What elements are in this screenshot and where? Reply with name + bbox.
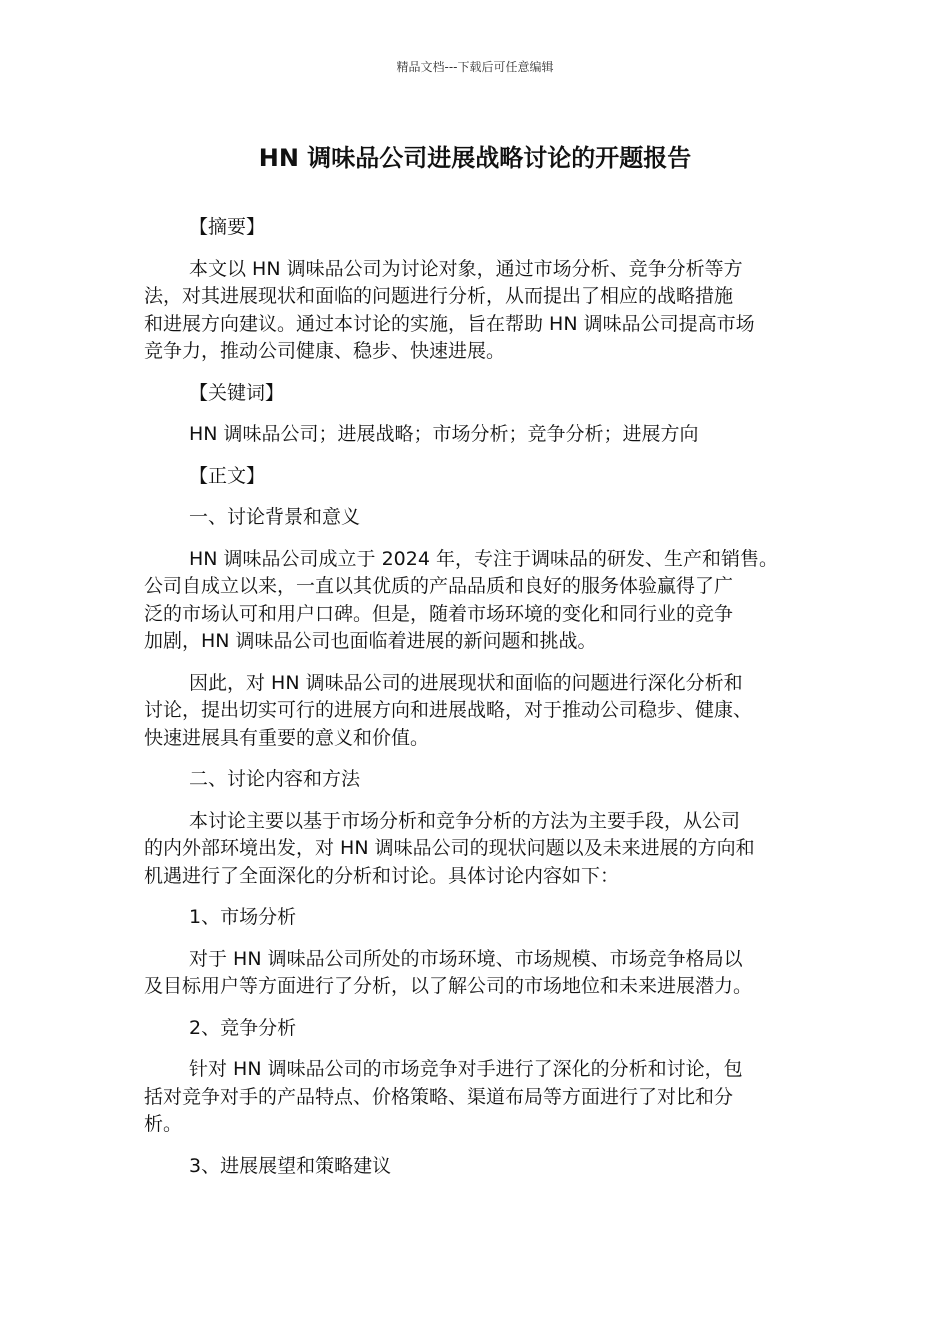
paragraph-line: 和进展方向建议。通过本讨论的实施，旨在帮助 HN 调味品公司提高市场 — [144, 312, 755, 335]
paragraph-line: 括对竞争对手的产品特点、价格策略、渠道布局等方面进行了对比和分 — [144, 1085, 734, 1108]
item1-heading: 1、市场分析 — [189, 906, 297, 928]
paragraph-line: 针对 HN 调味品公司的市场竞争对手进行了深化的分析和讨论，包 — [189, 1058, 743, 1080]
paragraph-line: 加剧，HN 调味品公司也面临着进展的新问题和挑战。 — [144, 630, 597, 652]
abstract-heading: 【摘要】 — [189, 216, 266, 238]
item3-heading: 3、进展展望和策略建议 — [189, 1154, 392, 1177]
paragraph-line: 法，对其进展现状和面临的问题进行分析，从而提出了相应的战略措施 — [144, 285, 734, 307]
paragraph-line: 对于 HN 调味品公司所处的市场环境、市场规模、市场竞争格局以 — [189, 947, 743, 970]
paragraph-line: 机遇进行了全面深化的分析和讨论。具体讨论内容如下： — [144, 864, 620, 887]
paragraph-line: HN 调味品公司成立于 2024 年，专注于调味品的研发、生产和销售。 — [189, 547, 778, 570]
item2-heading: 2、竞争分析 — [189, 1016, 297, 1039]
section1-paragraph-2 — [144, 670, 812, 753]
body-heading: 【正文】 — [189, 464, 266, 487]
paragraph-line: 泛的市场认可和用户口碑。但是，随着市场环境的变化和同行业的竞争 — [144, 602, 734, 625]
paragraph-line: 的内外部环境出发，对 HN 调味品公司的现状问题以及未来进展的方向和 — [144, 837, 755, 859]
paragraph-line: 析。 — [144, 1113, 183, 1135]
paragraph-line: 公司自成立以来，一直以其优质的产品品质和良好的服务体验赢得了广 — [144, 575, 734, 597]
paragraph-line: 因此，对 HN 调味品公司的进展现状和面临的问题进行深化分析和 — [189, 671, 743, 694]
section2-paragraph — [144, 808, 812, 891]
item1-paragraph — [144, 946, 812, 1001]
keywords-heading: 【关键词】 — [189, 381, 285, 404]
document-body — [144, 214, 812, 1180]
item2-paragraph — [144, 1056, 812, 1139]
paragraph-line: 及目标用户等方面进行了分析，以了解公司的市场地位和未来进展潜力。 — [144, 975, 753, 997]
document-title: HN 调味品公司进展战略讨论的开题报告 — [258, 144, 692, 172]
paragraph-line: 本讨论主要以基于市场分析和竞争分析的方法为主要手段，从公司 — [189, 809, 741, 832]
abstract-paragraph — [144, 256, 812, 366]
paragraph-line: 本文以 HN 调味品公司为讨论对象，通过市场分析、竞争分析等方 — [189, 257, 743, 280]
section1-heading: 一、讨论背景和意义 — [189, 506, 361, 528]
paragraph-line: 竞争力，推动公司健康、稳步、快速进展。 — [144, 340, 506, 362]
paragraph-line: 快速进展具有重要的意义和价值。 — [144, 726, 430, 749]
keywords-line: HN 调味品公司；进展战略；市场分析；竞争分析；进展方向 — [189, 423, 699, 445]
section2-heading: 二、讨论内容和方法 — [189, 768, 361, 790]
paragraph-line: 讨论，提出切实可行的进展方向和进展战略，对于推动公司稳步、健康、 — [144, 699, 753, 721]
section1-paragraph-1 — [144, 546, 812, 656]
header-note: 精品文档---下载后可任意编辑 — [396, 60, 554, 74]
